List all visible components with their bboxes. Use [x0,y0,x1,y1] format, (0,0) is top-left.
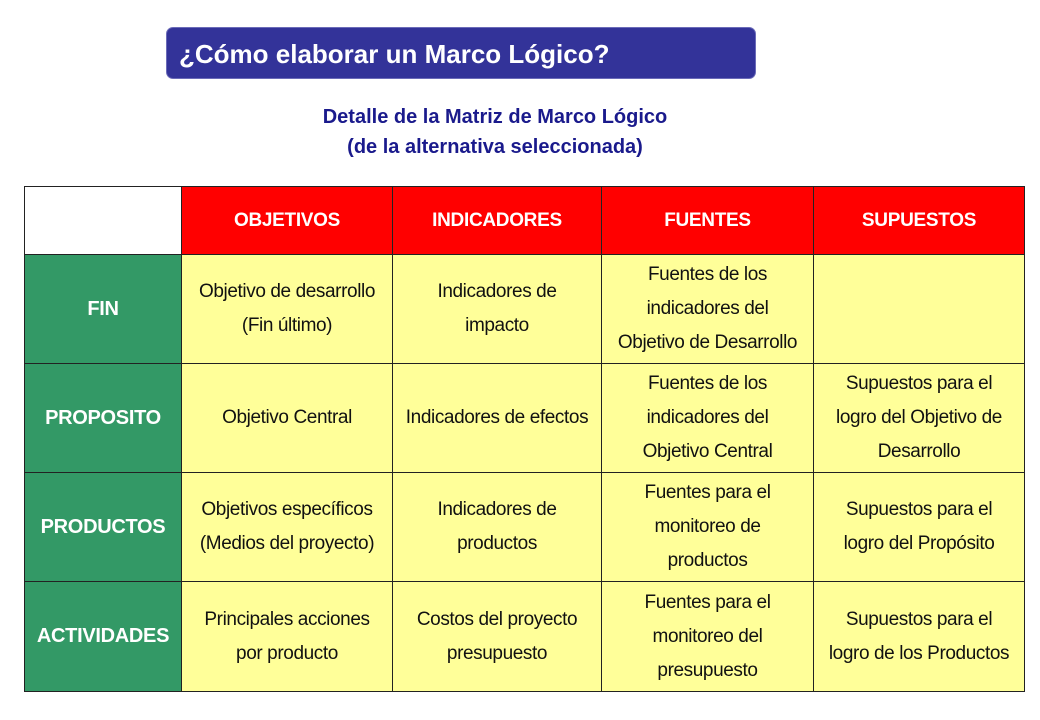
cell-text-line: Costos del proyecto [416,608,578,630]
matrix-row-fin [25,255,1025,364]
matrix-corner-cell [25,187,182,255]
cell-text-line: Objetivos específicos [201,499,373,520]
matrix-cell-actividades-indicadores [393,582,602,692]
cell-text-line: por producto [236,642,338,664]
matrix-row-productos [25,473,1025,582]
subtitle-line-1: Detalle de la Matriz de Marco Lógico [322,106,668,128]
cell-text-line: Fuentes de los [647,264,768,285]
cell-text-line: Supuestos para el [845,608,993,630]
matrix-cell-productos-supuestos [814,473,1025,582]
cell-text-line: Indicadores de efectos [405,407,589,428]
matrix-cell-fin-fuentes [602,255,814,364]
cell-text-line: Fuentes para el [644,482,771,503]
cell-text-line: logro del Objetivo de [836,407,1002,428]
matrix-cell-actividades-objetivos [182,582,393,692]
matrix-cell-proposito-indicadores [393,364,602,473]
subtitle-line-2: (de la alternativa seleccionada) [347,136,643,158]
matrix-cell-productos-objetivos [182,473,393,582]
cell-text-line: Supuestos para el [845,499,993,520]
column-header-supuestos: SUPUESTOS [814,187,1025,255]
matrix-cell-proposito-supuestos [814,364,1025,473]
matrix-cell-fin-indicadores [393,255,602,364]
cell-text-line: presupuesto [446,642,548,664]
logical-framework-matrix [24,186,1025,692]
cell-text-line: (Fin último) [241,315,333,336]
cell-text-line: productos [667,550,748,571]
row-header-productos: PRODUCTOS [25,473,182,582]
cell-text-line: Fuentes para el [644,591,771,613]
page-title: ¿Cómo elaborar un Marco Lógico? [166,27,756,79]
matrix-cell-proposito-fuentes [602,364,814,473]
cell-text-line: logro del Propósito [843,533,995,554]
matrix-subtitle [160,102,830,162]
cell-text-line: Desarrollo [877,441,961,462]
column-header-objetivos: OBJETIVOS [182,187,393,255]
matrix-cell-productos-fuentes [602,473,814,582]
cell-text-line: indicadores del [646,407,769,428]
cell-text-line: Objetivo de desarrollo [198,281,376,302]
row-header-actividades: ACTIVIDADES [25,582,182,692]
row-header-proposito: PROPOSITO [25,364,182,473]
matrix-cell-fin-supuestos [814,255,1025,364]
cell-text-line: productos [457,533,537,554]
column-header-fuentes: FUENTES [602,187,814,255]
matrix-body [25,187,1025,692]
matrix-cell-proposito-objetivos [182,364,393,473]
cell-text-line: Indicadores de [437,281,557,302]
cell-text-line: presupuesto [657,659,758,681]
cell-text-line: Fuentes de los [647,373,768,394]
cell-text-line: Supuestos para el [845,373,993,394]
matrix-header-row [25,187,1025,255]
cell-text-line: Indicadores de [437,499,557,520]
cell-text-line: Principales acciones [204,608,370,630]
row-header-fin: FIN [25,255,182,364]
column-header-indicadores: INDICADORES [393,187,602,255]
matrix-row-actividades [25,582,1025,692]
matrix-row-proposito [25,364,1025,473]
cell-text-line: impacto [465,315,529,336]
cell-text-line: Objetivo Central [222,407,352,428]
cell-text-line: monitoreo de [654,516,761,537]
matrix-cell-actividades-supuestos [814,582,1025,692]
matrix-cell-productos-indicadores [393,473,602,582]
matrix-cell-fin-objetivos [182,255,393,364]
matrix-cell-actividades-fuentes [602,582,814,692]
cell-text-line: (Medios del proyecto) [199,533,375,554]
cell-text-line: Objetivo Central [642,441,773,462]
cell-text-line: indicadores del [646,298,769,319]
cell-text-line: monitoreo del [652,625,763,647]
cell-text-line: Objetivo de Desarrollo [617,332,798,353]
cell-text-line: logro de los Productos [828,642,1010,664]
